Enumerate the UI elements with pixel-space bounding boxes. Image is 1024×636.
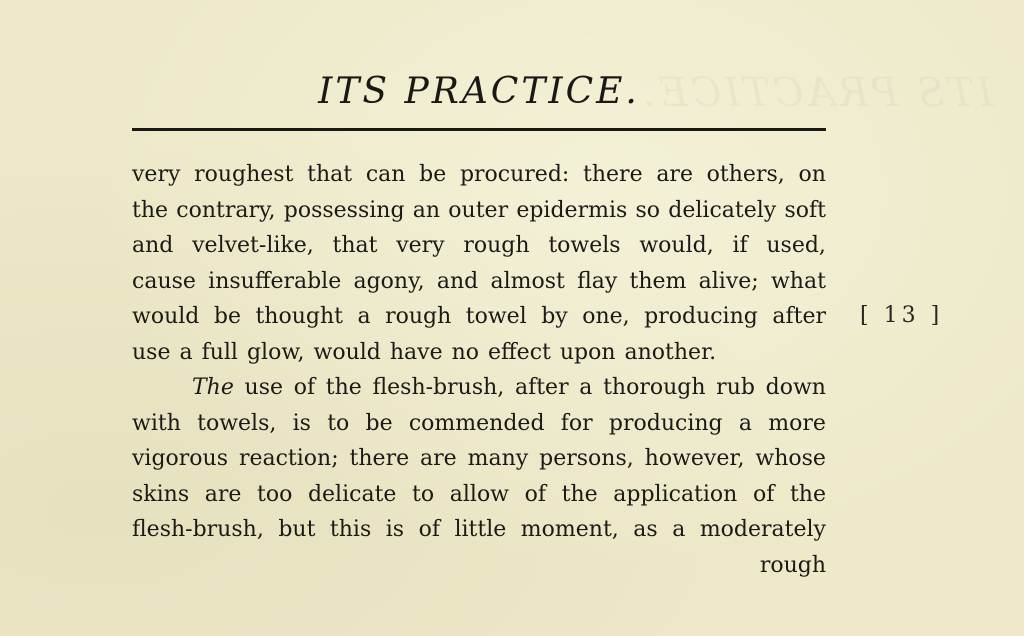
word: after bbox=[772, 304, 826, 329]
word: one, bbox=[582, 304, 630, 329]
word: application bbox=[613, 481, 738, 507]
word: skins bbox=[132, 481, 190, 507]
word: more bbox=[768, 410, 826, 436]
word: towels bbox=[548, 233, 621, 258]
word: what bbox=[770, 268, 826, 294]
body-text bbox=[132, 157, 826, 583]
word: the bbox=[561, 481, 598, 507]
word: the bbox=[132, 197, 169, 223]
word: producing bbox=[608, 410, 723, 436]
word: flay bbox=[577, 268, 618, 294]
word: would, bbox=[639, 233, 714, 258]
word: very bbox=[396, 233, 445, 258]
paragraph-lead-word: The bbox=[192, 375, 234, 400]
word: a bbox=[738, 410, 752, 436]
word: moderately bbox=[699, 517, 826, 542]
word: outer bbox=[448, 197, 509, 223]
word: the bbox=[325, 375, 362, 400]
text-line bbox=[132, 193, 826, 229]
word: are bbox=[204, 481, 242, 507]
word: however, bbox=[644, 446, 745, 471]
text-line bbox=[132, 477, 826, 513]
word: delicately bbox=[668, 197, 777, 223]
word: are bbox=[420, 446, 457, 471]
text-line bbox=[132, 228, 826, 264]
word: whose bbox=[755, 446, 826, 471]
word: that bbox=[307, 162, 353, 187]
word: for bbox=[560, 410, 593, 436]
word: insufferable bbox=[208, 268, 342, 294]
word: flesh-brush, bbox=[372, 375, 505, 400]
word: would bbox=[132, 304, 200, 329]
text-line bbox=[132, 299, 826, 335]
word: and bbox=[436, 268, 479, 294]
word: roughest bbox=[194, 162, 294, 187]
word: of bbox=[418, 517, 440, 542]
word: of bbox=[293, 375, 316, 400]
word: towels, bbox=[197, 410, 277, 436]
text-line bbox=[132, 548, 826, 584]
word: thorough bbox=[603, 375, 706, 400]
word: be bbox=[419, 162, 447, 187]
word: is bbox=[292, 410, 311, 436]
word: very bbox=[132, 162, 181, 187]
word: many bbox=[467, 446, 529, 471]
word: used, bbox=[766, 233, 826, 258]
text-line bbox=[132, 512, 826, 548]
word: on bbox=[798, 162, 826, 187]
word: can bbox=[365, 162, 406, 187]
word: of bbox=[752, 481, 775, 507]
word: towel bbox=[465, 304, 527, 329]
word: be bbox=[365, 410, 393, 436]
word: down bbox=[765, 375, 826, 400]
word: by bbox=[541, 304, 568, 329]
word: soft bbox=[784, 197, 826, 223]
word: with bbox=[132, 410, 181, 436]
word: after bbox=[514, 375, 569, 400]
word: commended bbox=[408, 410, 545, 436]
text-line bbox=[132, 157, 826, 193]
word: allow bbox=[449, 481, 510, 507]
word: as bbox=[633, 517, 658, 542]
text-line bbox=[132, 370, 826, 406]
text-line bbox=[132, 441, 826, 477]
word: rub bbox=[716, 375, 755, 400]
word: but bbox=[278, 517, 316, 542]
word: this bbox=[329, 517, 372, 542]
word: producing bbox=[644, 304, 758, 329]
word: others, bbox=[706, 162, 785, 187]
word: procured: bbox=[459, 162, 570, 187]
catchword: rough bbox=[759, 552, 826, 578]
word: there bbox=[583, 162, 643, 187]
word: reaction; bbox=[238, 446, 339, 471]
word: thought bbox=[255, 304, 343, 329]
running-header: ITS PRACTICE. bbox=[318, 71, 640, 112]
text-line-content: use a full glow, would have no effect upon another. bbox=[132, 339, 717, 365]
word: of bbox=[524, 481, 547, 507]
word: agony, bbox=[353, 268, 425, 294]
word: to bbox=[412, 481, 435, 507]
header-rule bbox=[132, 128, 826, 131]
word: contrary, bbox=[176, 197, 276, 223]
text-line bbox=[132, 335, 826, 371]
word: are bbox=[656, 162, 693, 187]
word: a bbox=[579, 375, 593, 400]
word: cause bbox=[132, 268, 196, 294]
word: that bbox=[332, 233, 378, 258]
word: almost bbox=[490, 268, 565, 294]
word: flesh-brush, bbox=[132, 517, 264, 542]
word: persons, bbox=[539, 446, 634, 471]
word: a bbox=[672, 517, 686, 542]
word: them bbox=[629, 268, 687, 294]
word: velvet-like, bbox=[192, 233, 314, 258]
word: epidermis bbox=[516, 197, 628, 223]
word: if bbox=[732, 233, 748, 258]
page-number: [ 13 ] bbox=[860, 303, 944, 328]
word: too bbox=[257, 481, 293, 507]
word: possessing bbox=[283, 197, 405, 223]
word: use bbox=[244, 375, 284, 400]
word: there bbox=[349, 446, 410, 471]
text-line bbox=[132, 264, 826, 300]
word: moment, bbox=[520, 517, 619, 542]
word: alive; bbox=[698, 268, 759, 294]
word: and bbox=[132, 233, 174, 258]
word: an bbox=[412, 197, 441, 223]
word: rough bbox=[463, 233, 530, 258]
word: so bbox=[635, 197, 661, 223]
text-line bbox=[132, 406, 826, 442]
bleed-through-text: ITS PRACTICE. bbox=[640, 70, 994, 116]
word: a bbox=[357, 304, 371, 329]
word: delicate bbox=[307, 481, 397, 507]
word: vigorous bbox=[132, 446, 229, 471]
word: is bbox=[385, 517, 405, 542]
word: little bbox=[454, 517, 507, 542]
word: to bbox=[327, 410, 350, 436]
word: be bbox=[213, 304, 241, 329]
word: the bbox=[789, 481, 826, 507]
word: rough bbox=[385, 304, 452, 329]
